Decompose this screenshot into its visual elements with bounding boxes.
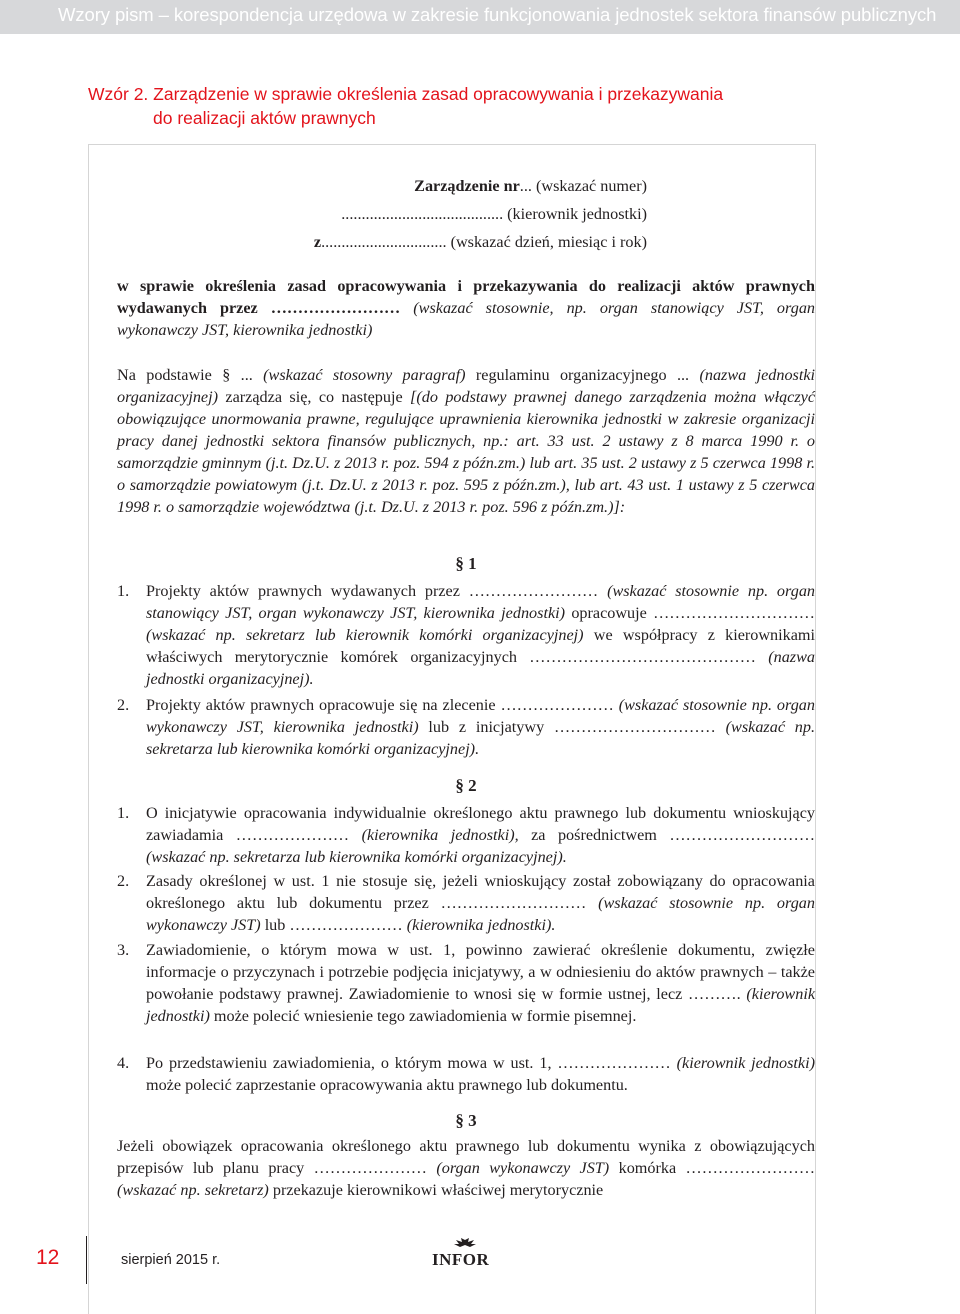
infor-logo — [430, 1238, 500, 1272]
header-title: Wzory pism – korespondencja urzędowa w zakresie funkcjonowania jednostek sektora finansów publicznych — [58, 4, 937, 25]
frame-border-left — [88, 144, 89, 1314]
infor-logo-text: INFOR — [432, 1250, 490, 1269]
order-date-line: z............................... (wskazać dzień, miesiąc i rok) — [313, 233, 647, 251]
page-header-bar — [0, 0, 960, 34]
footer-divider — [86, 1236, 87, 1284]
frame-border-right — [815, 144, 816, 1314]
template-title-line1: Wzór 2. Zarządzenie w sprawie określenia zasad opracowywania i przekazywania — [88, 84, 724, 104]
section-2-title: § 2 — [455, 776, 477, 795]
order-subject: w sprawie określenia zasad opracowywania i przekazywania do realizacji aktów prawnych wydawanych przez …………………… (wskazać stosownie, np. organ stanowiący JST, organ wykonawczy JST, kierownika jednostki) — [117, 277, 816, 339]
order-number-line: Zarządzenie nr... (wskazać numer) — [414, 177, 647, 195]
frame-border-top — [88, 144, 816, 145]
order-issuer-line: ........................................ (kierownik jednostki) — [341, 205, 647, 223]
template-title-line2: do realizacji aktów prawnych — [153, 108, 376, 128]
section-1-title: § 1 — [455, 554, 477, 573]
section-3-text: Jeżeli obowiązek opracowania określonego aktu prawnego lub dokumentu wynika z obowiązujących przepisów lub planu pracy ………………… (organ wykonawczy JST) komórka …………………… (wskazać np. sekretarz) przekazuje kierownikowi właściwej merytorycznie — [117, 1137, 816, 1199]
template-title — [88, 82, 848, 130]
page-number: 12 — [36, 1246, 60, 1269]
legal-basis: Na podstawie § ... (wskazać stosowny paragraf) regulaminu organizacyjnego ... (nazwa jednostki organizacyjnej) zarządza się, co następuje [(do podstawy prawnej danego zarządzenia można włączyć obowiązujące unormowania prawne, regulujące uprawnienia kierownika jednostki w zakresie organizacji pracy danej jednostki sektora finansów publicznych, np.: art. 33 ust. 2 ustawy z 8 marca 1990 r. o samorządzie gminnym (j.t. Dz.U. z 2013 r. poz. 594 z późn.zm.) lub art. 35 ust. 2 ustawy z 5 czerwca 1998 r. o samorządzie powiatowym (j.t. Dz.U. z 2013 r. poz. 595 z późn.zm.), lub art. 43 ust. 1 ustawy z 5 czerwca 1998 r. o samorządzie województwa (j.t. Dz.U. z 2013 r. poz. 596 z późn.zm.)]: — [117, 366, 816, 516]
section-3-title: § 3 — [455, 1111, 477, 1130]
issue-date: sierpień 2015 r. — [121, 1252, 221, 1268]
